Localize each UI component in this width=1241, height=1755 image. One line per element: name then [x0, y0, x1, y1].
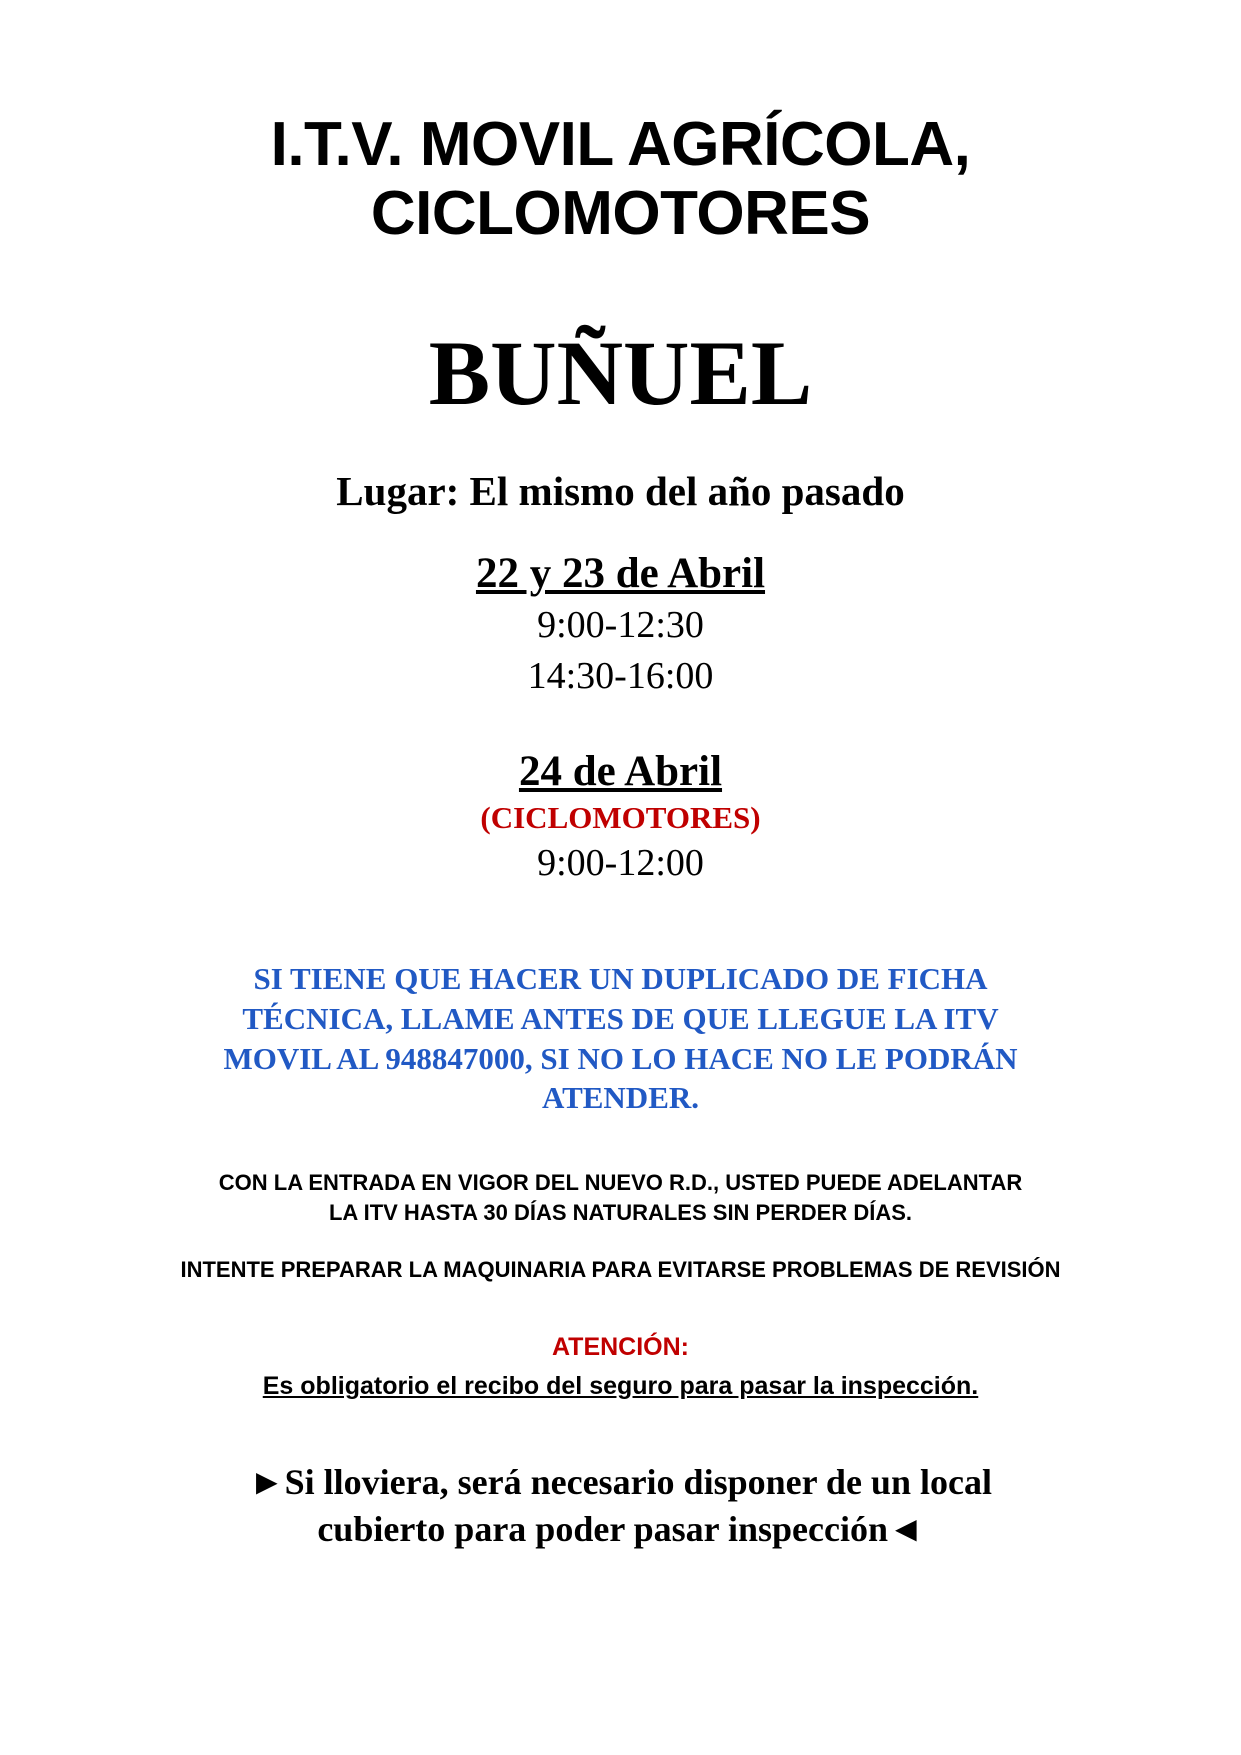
info-text-prepare-machinery: INTENTE PREPARAR LA MAQUINARIA PARA EVITARSE PROBLEMAS DE REVISIÓN	[180, 1257, 1061, 1283]
date-block-first	[100, 549, 1141, 701]
poster-city: BUÑUEL	[428, 321, 813, 424]
date-heading-first: 22 y 23 de Abril	[475, 549, 766, 597]
date-times-first-line2: 14:30-16:00	[527, 655, 714, 698]
date-times-first-line1: 9:00-12:30	[537, 603, 704, 646]
poster-place: Lugar: El mismo del año pasado	[336, 467, 905, 514]
poster-title-line2: CICLOMOTORES	[370, 179, 871, 249]
info-text-advance-itv: CON LA ENTRADA EN VIGOR DEL NUEVO R.D., USTED PUEDE ADELANTAR LA ITV HASTA 30 DÍAS NATURALES SIN PERDER DÍAS.	[218, 1170, 1023, 1225]
notice-duplicate-ficha-tecnica: SI TIENE QUE HACER UN DUPLICADO DE FICHA TÉCNICA, LLAME ANTES DE QUE LLEGUE LA ITV MOVIL AL 948847000, SI NO LO HACE NO LE PODRÁN ATENDER.	[223, 961, 1018, 1116]
attention-label: ATENCIÓN:	[551, 1333, 690, 1362]
poster-title-line1: I.T.V. MOVIL AGRÍCOLA,	[270, 110, 971, 179]
date-block-second	[100, 747, 1141, 888]
date-times-second-line1: 9:00-12:00	[537, 841, 704, 884]
date-subtitle-second: (CICLOMOTORES)	[480, 799, 761, 835]
attention-text: Es obligatorio el recibo del seguro para pasar la inspección.	[262, 1372, 979, 1401]
date-heading-second: 24 de Abril	[518, 747, 723, 795]
rain-notice: ►Si lloviera, será necesario disponer de un local cubierto para poder pasar inspección◄	[249, 1462, 992, 1549]
